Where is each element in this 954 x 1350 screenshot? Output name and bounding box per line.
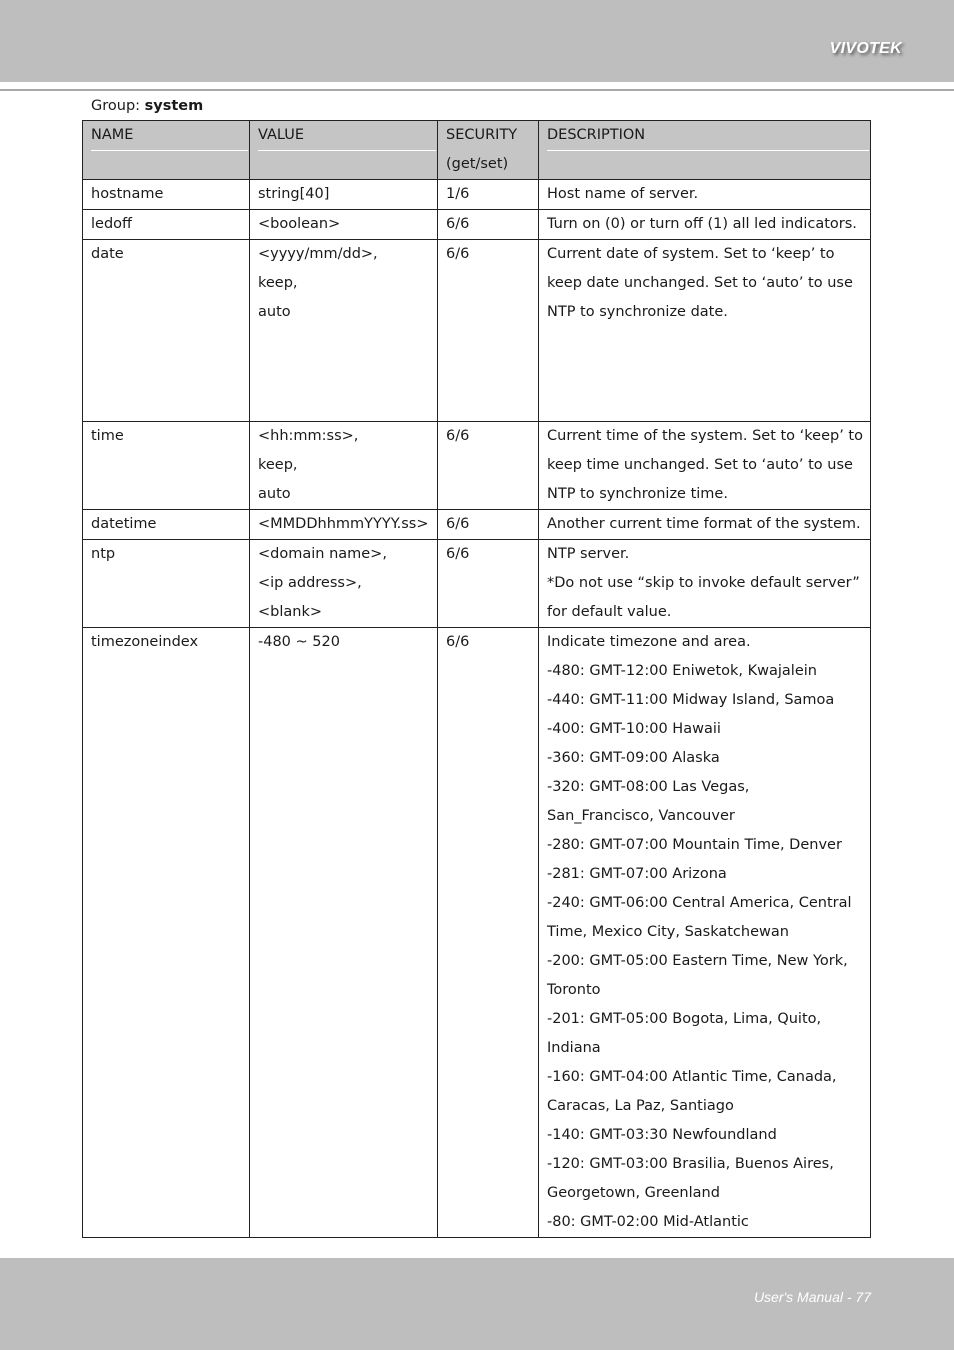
group-name: system [144,98,204,114]
description-line: Caracas, La Paz, Santiago [547,1098,734,1114]
description-line: -480: GMT-12:00 Eniwetok, Kwajalein [547,663,817,679]
cell-description [539,180,871,210]
cell-value [250,628,438,1238]
table-row [83,180,871,210]
description-line: -280: GMT-07:00 Mountain Time, Denver [547,837,842,853]
column-header-value: VALUE [250,121,438,180]
cell-name [83,628,250,1238]
description-line: Time, Mexico City, Saskatchewan [547,924,789,940]
group-label: Group: [91,98,141,114]
value-line: -480 ~ 520 [258,634,340,650]
header-rule [0,89,954,91]
description-line: San_Francisco, Vancouver [547,808,735,824]
security-value: 6/6 [446,216,470,232]
value-line: <boolean> [258,216,341,232]
cell-name [83,510,250,540]
param-name: ntp [91,546,116,562]
column-header-security: SECURITY (get/set) [438,121,539,180]
description-line: -140: GMT-03:30 Newfoundland [547,1127,777,1143]
description-line: -240: GMT-06:00 Central America, Central [547,895,852,911]
description-line: -80: GMT-02:00 Mid-Atlantic [547,1214,749,1230]
table-row [83,240,871,422]
description-line: Host name of server. [547,186,699,202]
description-line: -201: GMT-05:00 Bogota, Lima, Quito, [547,1011,822,1027]
value-line: <yyyy/mm/dd>, [258,246,378,262]
page-number-label: User's Manual - 77 [753,1289,871,1305]
cell-name [83,240,250,422]
description-line: Another current time format of the system. [547,516,861,532]
value-line: <blank> [258,604,323,620]
header-band [0,0,954,82]
cell-name [83,180,250,210]
cell-security [438,180,539,210]
cell-security [438,628,539,1238]
security-value: 6/6 [446,246,470,262]
table-header-row [83,121,871,180]
brand-logo: VIVOTEK [829,40,902,57]
table-row [83,540,871,628]
cell-security [438,422,539,510]
security-value: 6/6 [446,546,470,562]
cell-description [539,210,871,240]
description-line: Toronto [547,982,601,998]
param-name: time [91,428,124,444]
cell-description [539,422,871,510]
cell-security [438,540,539,628]
description-line: Turn on (0) or turn off (1) all led indicators. [547,216,857,232]
description-line: Georgetown, Greenland [547,1185,720,1201]
column-header-name: NAME [83,121,250,180]
description-line: -281: GMT-07:00 Arizona [547,866,727,882]
value-line: string[40] [258,186,330,202]
value-line: <MMDDhhmmYYYY.ss> [258,516,429,532]
param-name: ledoff [91,216,133,232]
cell-security [438,240,539,422]
table-row [83,510,871,540]
description-line: Current time of the system. Set to ‘keep’ to [547,428,863,444]
cell-value [250,540,438,628]
description-line: -440: GMT-11:00 Midway Island, Samoa [547,692,835,708]
description-line: NTP to synchronize date. [547,304,728,320]
cell-value [250,510,438,540]
description-line: keep date unchanged. Set to ‘auto’ to use [547,275,853,291]
description-line: for default value. [547,604,672,620]
cell-value [250,210,438,240]
cell-description [539,628,871,1238]
cell-value [250,240,438,422]
parameter-table [82,120,871,1238]
value-line: auto [258,304,291,320]
param-name: hostname [91,186,164,202]
security-subheader: (get/set) [446,156,509,172]
param-name: date [91,246,124,262]
description-line: -160: GMT-04:00 Atlantic Time, Canada, [547,1069,837,1085]
cell-security [438,210,539,240]
cell-value [250,422,438,510]
security-value: 6/6 [446,516,470,532]
description-line: -320: GMT-08:00 Las Vegas, [547,779,750,795]
cell-security [438,510,539,540]
description-line: -120: GMT-03:00 Brasilia, Buenos Aires, [547,1156,834,1172]
cell-value [250,180,438,210]
value-line: auto [258,486,291,502]
description-line: Indicate timezone and area. [547,634,751,650]
description-line: Indiana [547,1040,601,1056]
cell-name [83,210,250,240]
description-line: Current date of system. Set to ‘keep’ to [547,246,835,262]
security-value: 6/6 [446,428,470,444]
cell-name [83,422,250,510]
security-value: 1/6 [446,186,470,202]
value-line: keep, [258,275,298,291]
description-line: keep time unchanged. Set to ‘auto’ to use [547,457,853,473]
value-line: <ip address>, [258,575,362,591]
description-line: -400: GMT-10:00 Hawaii [547,721,721,737]
value-line: keep, [258,457,298,473]
cell-description [539,540,871,628]
value-line: <hh:mm:ss>, [258,428,359,444]
table-row [83,628,871,1238]
cell-description [539,240,871,422]
table-row [83,210,871,240]
description-line: NTP to synchronize time. [547,486,728,502]
cell-description [539,510,871,540]
description-line: -360: GMT-09:00 Alaska [547,750,720,766]
description-line: *Do not use “skip to invoke default server” [547,575,860,591]
value-line: <domain name>, [258,546,387,562]
column-header-description: DESCRIPTION [539,121,871,180]
description-line: NTP server. [547,546,630,562]
group-heading [91,96,203,116]
security-value: 6/6 [446,634,470,650]
cell-name [83,540,250,628]
description-line: -200: GMT-05:00 Eastern Time, New York, [547,953,848,969]
table-row [83,422,871,510]
param-name: timezoneindex [91,634,199,650]
param-name: datetime [91,516,157,532]
